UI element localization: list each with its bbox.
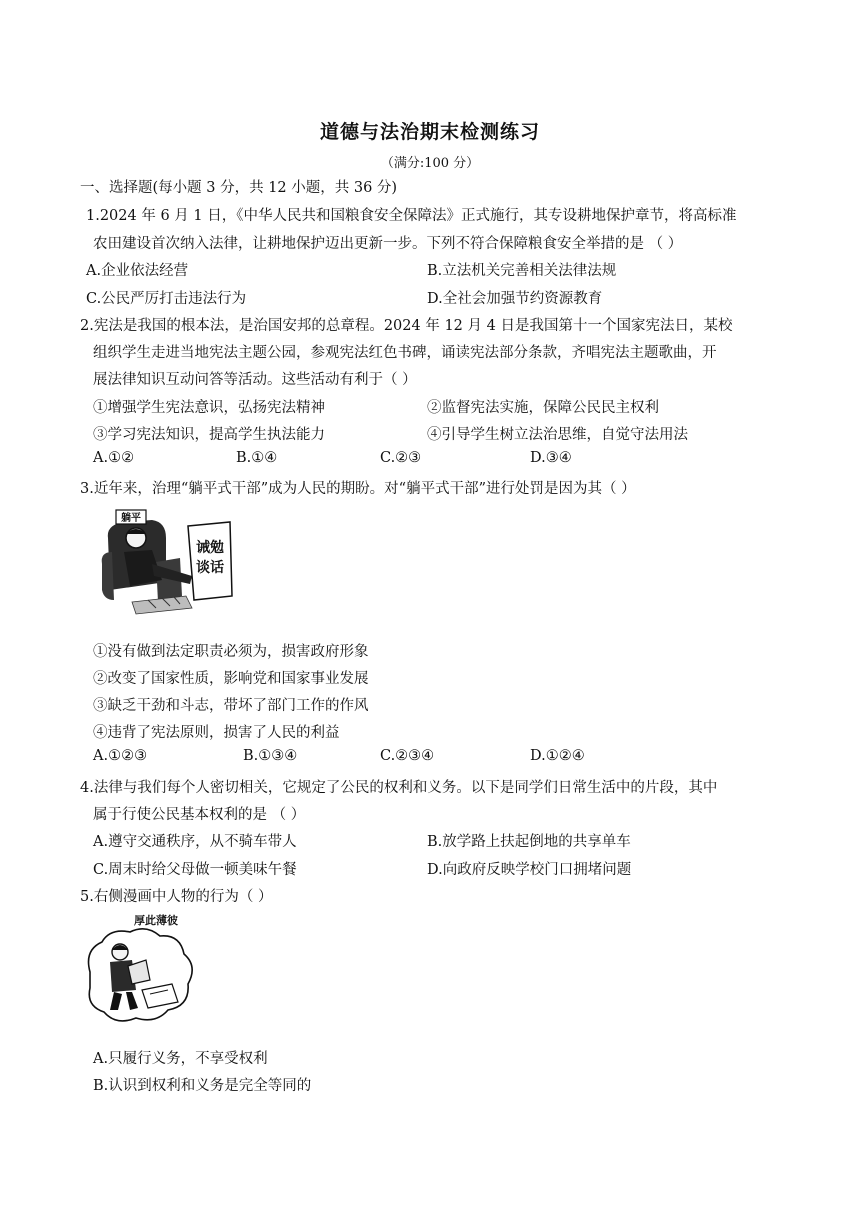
q4-option-a[interactable]: A.遵守交通秩序，从不骑车带人: [93, 834, 297, 850]
q3-cartoon-sign-text: 躺平: [121, 513, 141, 524]
q2-statement-4: ④引导学生树立法治思维，自觉守法用法: [427, 427, 688, 443]
q2-stem-line1: 2.宪法是我国的根本法，是治国安邦的总章程。2024 年 12 月 4 日是我国第十一个国家宪法日，某校: [80, 318, 733, 334]
q5-stem: 5.右侧漫画中人物的行为（ ）: [80, 889, 273, 905]
q2-stem-line2: 组织学生走进当地宪法主题公园，参观宪法红色书碑，诵读宪法部分条款，齐唱宪法主题歌曲，开: [93, 345, 717, 361]
q3-cartoon-paper-line1: 诫勉: [196, 540, 224, 556]
q1-stem-line2: 农田建设首次纳入法律，让耕地保护迈出更新一步。下列不符合保障粮食安全举措的是 （ ）: [93, 236, 683, 252]
q2-option-b[interactable]: B.①④: [236, 450, 278, 466]
q2-option-d[interactable]: D.③④: [530, 450, 572, 466]
q4-stem-line2: 属于行使公民基本权利的是 （ ）: [93, 807, 306, 823]
q5-option-b[interactable]: B.认识到权利和义务是完全等同的: [93, 1078, 312, 1094]
q2-option-a[interactable]: A.①②: [93, 450, 135, 466]
q3-cartoon-image: [96, 504, 238, 616]
full-score-note: （满分:100 分）: [380, 156, 480, 171]
q4-stem-line1: 4.法律与我们每个人密切相关，它规定了公民的权利和义务。以下是同学们日常生活中的片段，其中: [80, 780, 718, 796]
q1-option-a[interactable]: A.企业依法经营: [86, 263, 189, 279]
q2-statement-2: ②监督宪法实施，保障公民民主权利: [427, 400, 659, 416]
q3-option-c[interactable]: C.②③④: [380, 748, 435, 764]
q1-stem-line1: 1.2024 年 6 月 1 日，《中华人民共和国粮食安全保障法》正式施行，其专设耕地保护章节，将高标准: [86, 208, 737, 224]
q2-stem-line3: 展法律知识互动问答等活动。这些活动有利于（ ）: [93, 372, 417, 388]
q4-option-d[interactable]: D.向政府反映学校门口拥堵问题: [427, 862, 632, 878]
q3-statement-3: ③缺乏干劲和斗志，带坏了部门工作的作风: [93, 698, 369, 714]
q3-statement-4: ④违背了宪法原则，损害了人民的利益: [93, 725, 340, 741]
section-heading: 一、选择题(每小题 3 分，共 12 小题，共 36 分): [80, 180, 398, 196]
q3-statement-2: ②改变了国家性质，影响党和国家事业发展: [93, 671, 369, 687]
q4-option-b[interactable]: B.放学路上扶起倒地的共享单车: [427, 834, 631, 850]
q3-stem: 3.近年来，治理“躺平式干部”成为人民的期盼。对“躺平式干部”进行处罚是因为其（ ）: [80, 481, 636, 497]
q2-option-c[interactable]: C.②③: [380, 450, 422, 466]
q3-option-b[interactable]: B.①③④: [243, 748, 298, 764]
q1-option-d[interactable]: D.全社会加强节约资源教育: [427, 291, 603, 307]
q4-option-c[interactable]: C.周末时给父母做一顿美味午餐: [93, 862, 297, 878]
q3-statement-1: ①没有做到法定职责必须为，损害政府形象: [93, 644, 369, 660]
q3-cartoon-paper-line2: 谈话: [196, 560, 224, 576]
q1-option-b[interactable]: B.立法机关完善相关法律法规: [427, 263, 617, 279]
q1-option-c[interactable]: C.公民严厉打击违法行为: [86, 291, 247, 307]
q5-cartoon-title: 厚此薄彼: [134, 914, 178, 927]
q2-statement-1: ①增强学生宪法意识，弘扬宪法精神: [93, 400, 325, 416]
q5-cartoon-image: [80, 910, 200, 1028]
q5-option-a[interactable]: A.只履行义务，不享受权利: [93, 1051, 268, 1067]
q3-option-a[interactable]: A.①②③: [93, 748, 148, 764]
q3-option-d[interactable]: D.①②④: [530, 748, 585, 764]
page-title: 道德与法治期末检测练习: [319, 121, 540, 143]
q2-statement-3: ③学习宪法知识，提高学生执法能力: [93, 427, 325, 443]
